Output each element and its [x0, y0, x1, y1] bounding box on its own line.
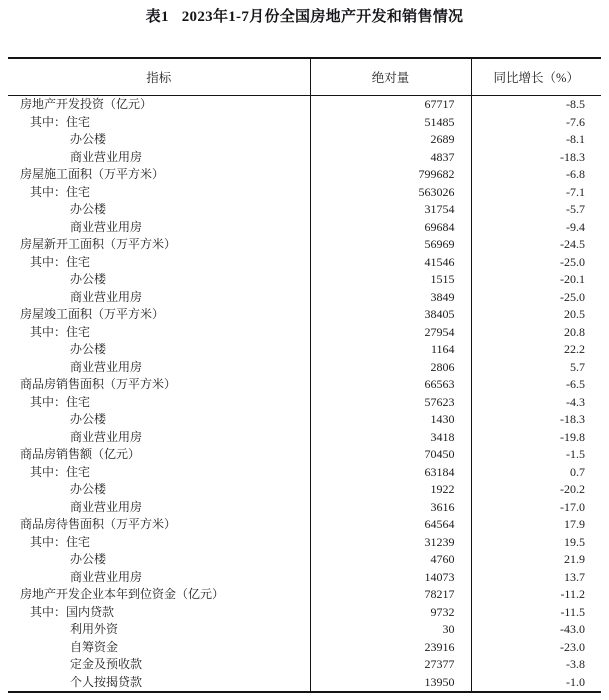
table-row [8, 411, 601, 429]
growth-value-cell: -9.4 [566, 219, 585, 234]
table-row [8, 639, 601, 657]
growth-value-cell: -1.0 [566, 674, 585, 689]
table-title-text: 2023年1-7月份全国房地产开发和销售情况 [181, 9, 464, 25]
absolute-value-cell: 2806 [310, 359, 471, 377]
growth-value-cell: -20.2 [560, 482, 585, 496]
absolute-value-cell: 9732 [310, 604, 471, 622]
col-header-absolute: 绝对量 [310, 58, 471, 96]
indicator-cell: 商业营业用房 [8, 219, 310, 237]
absolute-value-cell: 57623 [310, 394, 471, 412]
indicator-cell: 房屋新开工面积（万平方米） [8, 236, 310, 254]
absolute-value-cell: 51485 [310, 114, 471, 132]
growth-value-cell: -25.0 [560, 289, 585, 304]
indicator-cell: 办公楼 [8, 551, 310, 569]
col-header-growth: 同比增长（%） [471, 58, 601, 96]
growth-value-cell: -7.1 [566, 184, 585, 199]
table-body [8, 96, 601, 693]
table-row [8, 499, 601, 517]
absolute-value-cell: 56969 [310, 236, 471, 254]
absolute-value-cell: 563026 [310, 184, 471, 202]
growth-value-cell: -3.8 [566, 657, 585, 671]
absolute-value-cell: 38405 [310, 306, 471, 324]
indicator-cell: 办公楼 [8, 341, 310, 359]
absolute-value-cell: 66563 [310, 376, 471, 394]
absolute-value-cell: 31239 [310, 534, 471, 552]
growth-value-cell: -7.6 [566, 114, 585, 129]
absolute-value-cell: 1164 [310, 341, 471, 359]
growth-value-cell: 20.8 [564, 324, 585, 339]
table-row [8, 376, 601, 394]
indicator-cell: 其中：住宅 [8, 394, 310, 412]
indicator-cell: 房地产开发企业本年到位资金（亿元） [8, 586, 310, 604]
growth-value-cell: 20.5 [564, 307, 585, 321]
absolute-value-cell: 70450 [310, 446, 471, 464]
table-row [8, 516, 601, 534]
table-row [8, 341, 601, 359]
indicator-cell: 商业营业用房 [8, 569, 310, 587]
absolute-value-cell: 63184 [310, 464, 471, 482]
table-row [8, 674, 601, 693]
absolute-value-cell: 27954 [310, 324, 471, 342]
indicator-cell: 商品房销售面积（万平方米） [8, 376, 310, 394]
indicator-cell: 其中：住宅 [8, 464, 310, 482]
absolute-value-cell: 69684 [310, 219, 471, 237]
absolute-value-cell: 31754 [310, 201, 471, 219]
table-row [8, 219, 601, 237]
growth-value-cell: -4.3 [566, 394, 585, 409]
col-header-indicator: 指标 [8, 58, 310, 96]
absolute-value-cell: 23916 [310, 639, 471, 657]
table-row [8, 149, 601, 167]
growth-value-cell: -11.5 [560, 604, 585, 619]
indicator-cell: 个人按揭贷款 [8, 674, 310, 693]
indicator-cell: 办公楼 [8, 481, 310, 499]
table-row [8, 394, 601, 412]
table-row [8, 621, 601, 639]
growth-value-cell: -8.1 [566, 132, 585, 146]
table-row [8, 131, 601, 149]
growth-value-cell: -6.8 [566, 167, 585, 181]
absolute-value-cell: 4760 [310, 551, 471, 569]
indicator-cell: 办公楼 [8, 271, 310, 289]
indicator-cell: 办公楼 [8, 411, 310, 429]
growth-value-cell: -11.2 [560, 587, 585, 601]
table-row [8, 359, 601, 377]
absolute-value-cell: 78217 [310, 586, 471, 604]
indicator-cell: 其中：住宅 [8, 184, 310, 202]
indicator-cell: 商品房待售面积（万平方米） [8, 516, 310, 534]
header-row [8, 58, 601, 96]
growth-value-cell: 5.7 [570, 359, 585, 374]
table-row [8, 429, 601, 447]
absolute-value-cell: 13950 [310, 674, 471, 693]
growth-value-cell: -24.5 [560, 237, 585, 251]
growth-value-cell: -25.0 [560, 254, 585, 269]
absolute-value-cell: 27377 [310, 656, 471, 674]
indicator-cell: 商品房销售额（亿元） [8, 446, 310, 464]
indicator-cell: 其中：住宅 [8, 324, 310, 342]
growth-value-cell: -5.7 [566, 202, 585, 216]
table-row [8, 236, 601, 254]
growth-value-cell: -19.8 [560, 429, 585, 444]
growth-value-cell: -18.3 [560, 149, 585, 164]
table-row [8, 306, 601, 324]
growth-value-cell: 0.7 [570, 464, 585, 479]
indicator-cell: 房地产开发投资（亿元） [8, 96, 310, 114]
indicator-cell: 商业营业用房 [8, 429, 310, 447]
indicator-cell: 自筹资金 [8, 639, 310, 657]
absolute-value-cell: 3616 [310, 499, 471, 517]
absolute-value-cell: 4837 [310, 149, 471, 167]
absolute-value-cell: 1922 [310, 481, 471, 499]
stats-table [8, 57, 601, 693]
indicator-cell: 其中：住宅 [8, 114, 310, 132]
indicator-cell: 定金及预收款 [8, 656, 310, 674]
absolute-value-cell: 41546 [310, 254, 471, 272]
table-row [8, 569, 601, 587]
table-row [8, 551, 601, 569]
growth-value-cell: 17.9 [564, 517, 585, 531]
indicator-cell: 商业营业用房 [8, 149, 310, 167]
table-row [8, 656, 601, 674]
growth-value-cell: 19.5 [564, 534, 585, 549]
indicator-cell: 办公楼 [8, 131, 310, 149]
indicator-cell: 商业营业用房 [8, 289, 310, 307]
indicator-cell: 其中：住宅 [8, 534, 310, 552]
table-row [8, 166, 601, 184]
table-row [8, 114, 601, 132]
growth-value-cell: 21.9 [564, 552, 585, 566]
page-title [0, 0, 609, 27]
growth-value-cell: -18.3 [560, 412, 585, 426]
table-row [8, 446, 601, 464]
table-row [8, 586, 601, 604]
absolute-value-cell: 64564 [310, 516, 471, 534]
table-row [8, 271, 601, 289]
growth-value-cell: -8.5 [566, 97, 585, 111]
indicator-cell: 办公楼 [8, 201, 310, 219]
growth-value-cell: -6.5 [566, 377, 585, 391]
table-row [8, 464, 601, 482]
table-row [8, 254, 601, 272]
absolute-value-cell: 3418 [310, 429, 471, 447]
growth-value-cell: -20.1 [560, 272, 585, 286]
growth-value-cell: -1.5 [566, 447, 585, 461]
absolute-value-cell: 2689 [310, 131, 471, 149]
absolute-value-cell: 799682 [310, 166, 471, 184]
indicator-cell: 房屋施工面积（万平方米） [8, 166, 310, 184]
table-row [8, 604, 601, 622]
indicator-cell: 利用外资 [8, 621, 310, 639]
table-row [8, 184, 601, 202]
growth-value-cell: 13.7 [564, 569, 585, 584]
absolute-value-cell: 14073 [310, 569, 471, 587]
indicator-cell: 其中：国内贷款 [8, 604, 310, 622]
table-row [8, 201, 601, 219]
table-row [8, 289, 601, 307]
indicator-cell: 房屋竣工面积（万平方米） [8, 306, 310, 324]
table-row [8, 324, 601, 342]
table-number-label: 表1 [145, 9, 169, 25]
absolute-value-cell: 3849 [310, 289, 471, 307]
indicator-cell: 商业营业用房 [8, 499, 310, 517]
growth-value-cell: 22.2 [564, 342, 585, 356]
absolute-value-cell: 30 [310, 621, 471, 639]
absolute-value-cell: 1430 [310, 411, 471, 429]
indicator-cell: 其中：住宅 [8, 254, 310, 272]
growth-value-cell: -43.0 [560, 622, 585, 636]
absolute-value-cell: 67717 [310, 96, 471, 114]
table-row [8, 96, 601, 114]
indicator-cell: 商业营业用房 [8, 359, 310, 377]
growth-value-cell: -17.0 [560, 499, 585, 514]
table-row [8, 534, 601, 552]
growth-value-cell: -23.0 [560, 639, 585, 654]
absolute-value-cell: 1515 [310, 271, 471, 289]
table-row [8, 481, 601, 499]
